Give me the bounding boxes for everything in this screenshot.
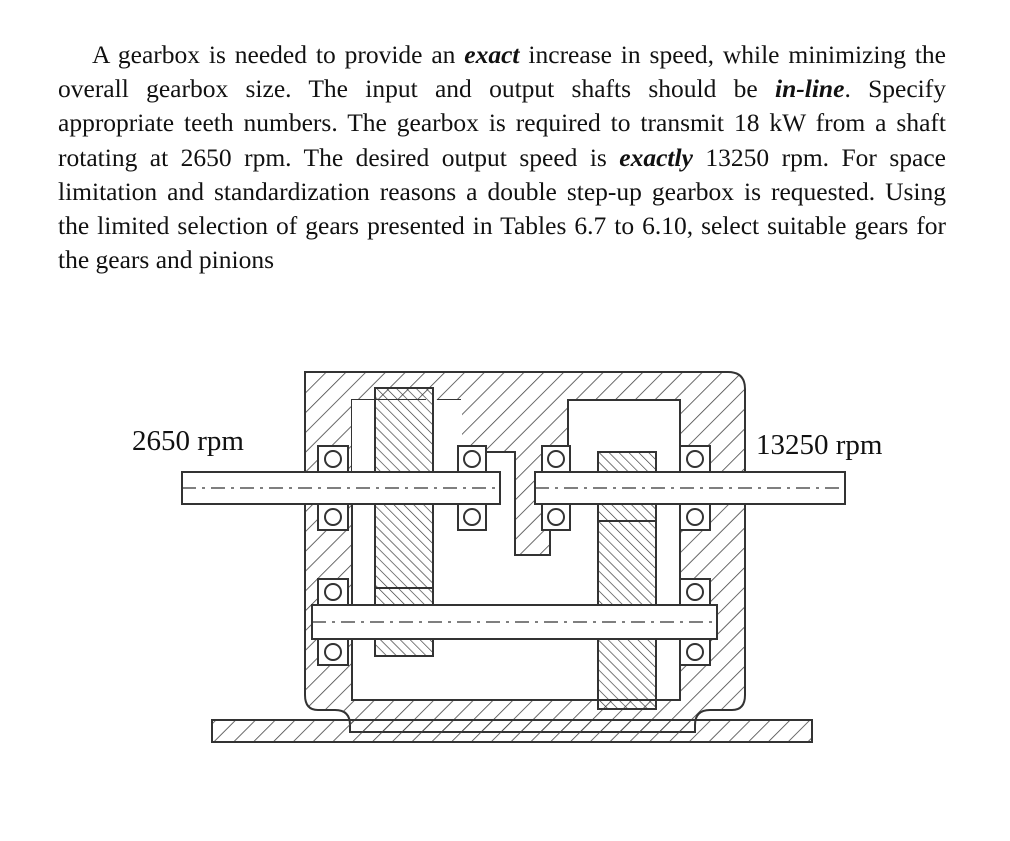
output-speed-label: 13250 rpm (756, 429, 883, 461)
gearbox-housing (305, 372, 745, 732)
countershaft (312, 605, 717, 639)
text-part-1: A gearbox is needed to provide an (92, 40, 465, 69)
problem-paragraph (58, 38, 946, 277)
emphasis-exactly: exactly (619, 142, 693, 172)
output-shaft (535, 472, 845, 504)
input-speed-label: 2650 rpm (132, 425, 244, 457)
base-plate (212, 720, 812, 742)
text-part-3: . Specify appropriate teeth numbers. The gearbox is required to transmit 18 kW from a shaft rotating at 2650 rpm. The desired output speed is (58, 74, 946, 172)
emphasis-in-line: in-line (775, 74, 845, 104)
text-part-4: 13250 rpm. For space limitation and standardization reasons a double step-up gearbox is requested. Using the limited selection of gears presented in Tables 6.7 to 6.10, select suitable gears for the gears and pinions (58, 142, 946, 275)
gearbox-diagram (120, 360, 920, 750)
problem-statement (58, 38, 946, 277)
gearbox-drawing (120, 360, 920, 750)
emphasis-exact: exact (464, 40, 520, 69)
input-shaft (182, 472, 500, 504)
text-part-2: increase in speed, while minimizing the overall gearbox size. The input and output shafts should be (58, 40, 946, 104)
